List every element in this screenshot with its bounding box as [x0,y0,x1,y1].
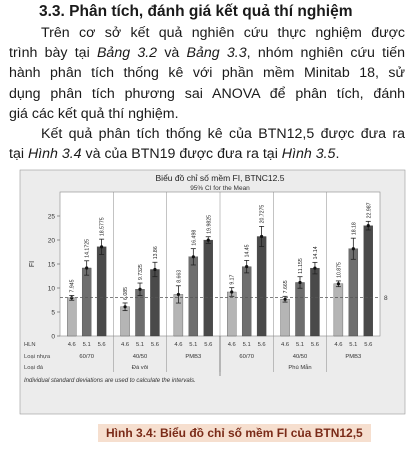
mean-marker [260,235,263,238]
data-label: 11.155 [298,258,304,274]
hln-label: 5.6 [97,342,106,348]
y-tick-label: 0 [51,333,55,341]
bar [189,257,198,336]
bar [349,249,358,336]
hln-label: 4.6 [67,342,76,348]
mean-marker [100,245,103,248]
data-label: 8.663 [176,269,183,283]
mean-marker [337,282,340,285]
mean-marker [298,281,301,284]
mean-marker [123,305,126,308]
bar [204,240,213,336]
stone-label: Phú Mẫn [288,365,312,371]
bar [281,299,290,336]
mean-marker [230,290,233,293]
mean-marker [245,265,248,268]
para2-line2: tại Hình 3.4 và của BTN19 được đưa ra tại Hình 3.5. [9,146,340,163]
y-axis-label: FI [29,260,36,268]
y-tick-label: 25 [47,213,55,221]
data-label: 19.9825 [206,214,213,234]
ref-figure-3-4: Hình 3.4 [27,146,82,163]
hln-label: 4.6 [174,342,183,348]
hln-label: 5.6 [257,342,266,348]
y-tick-label: 20 [47,237,55,245]
paragraph-2 [9,124,405,164]
hln-label: 5.6 [310,342,319,348]
row-label: Loại nhựa [24,354,51,360]
group-label: 60/70 [239,354,254,360]
stone-label: Đá vôi [131,365,149,371]
mean-marker [138,288,141,291]
hln-label: 5.1 [242,342,251,348]
group-label: PMB3 [185,354,202,360]
para1-line3: hành phân tích thống kê với phần mềm Minitab 18, sử [9,65,405,82]
bar [82,268,91,336]
y-tick-label: 15 [47,261,55,269]
group-label: 40/50 [292,354,308,360]
ref-table-3-2: Bảng 3.2 [96,45,158,62]
data-label: 16.498 [191,229,198,246]
mean-marker [283,298,286,301]
hln-label: 4.6 [121,342,130,348]
data-label: 14.14 [312,246,319,260]
data-label: 18.5775 [99,217,106,237]
chart-subtitle: 95% CI for the Mean [190,185,250,192]
data-label: 18.18 [351,222,358,236]
bar [364,226,373,336]
group-label: 60/70 [79,354,94,360]
row-label: HLN [24,342,36,348]
hln-label: 5.1 [295,342,305,348]
bar [227,292,236,336]
data-label: 13.86 [152,246,159,260]
bar [135,289,144,336]
data-label: 6.085 [123,286,130,300]
hln-label: 5.6 [364,342,373,348]
hln-label: 5.1 [82,342,91,348]
data-label: 22.987 [366,202,373,219]
hln-label: 5.6 [204,342,213,348]
bar [97,247,106,336]
mean-marker [177,293,180,296]
figure-caption: Hình 3.4: Biểu đồ chỉ số mềm FI của BTN12,5 [98,424,371,442]
hln-label: 5.1 [135,342,145,348]
bar [257,237,266,336]
y-tick-label: 10 [47,285,55,293]
mean-marker [367,224,370,227]
data-label: 14.1725 [84,239,91,258]
y-tick-label: 5 [51,309,55,317]
reference-label: 8 [384,295,388,303]
bar [121,307,130,336]
row-label: Loại đá [24,365,44,371]
bar [242,267,251,336]
para1-line1: Trên cơ sở kết quả nghiên cứu thực nghiệm được [41,25,405,41]
hln-label: 5.1 [349,342,358,348]
hln-label: 5.6 [150,342,159,348]
data-label: 9.17 [229,274,236,285]
section-heading: 3.3. Phân tích, đánh giá kết quả thí nghiệm [39,3,353,20]
hln-label: 4.6 [281,342,290,348]
ref-table-3-3: Bảng 3.3 [186,45,247,62]
group-label: 40/50 [132,354,148,360]
fi-chart [0,168,413,420]
mean-marker [153,268,156,271]
data-label: 9.7325 [138,264,144,281]
hln-label: 5.1 [189,342,198,348]
para1-line4: dụng phân tích phương sai ANOVA để phân tích, đánh [9,85,405,102]
data-label: 7.665 [283,280,290,294]
para2-line1: Kết quả phân tích thống kê của BTN12,5 được đưa ra [41,126,405,142]
chart-title: Biểu đồ chỉ số mềm FI, BTNC12.5 [155,173,285,183]
bar [295,282,304,336]
data-label: 10.875 [336,262,343,278]
hln-label: 4.6 [334,342,343,348]
mean-marker [207,238,210,241]
bar [67,298,76,336]
mean-marker [85,266,88,269]
data-label: 7.945 [69,279,76,293]
data-label: 14.45 [244,244,251,258]
footnote: Individual standard deviations are used to calculate the intervals. [24,378,196,384]
para1-line2: trình bày tại Bảng 3.2 và Bảng 3.3, nhóm nghiên cứu tiến [9,45,405,62]
hln-label: 4.6 [227,342,236,348]
ref-figure-3-5: Hình 3.5 [281,146,336,163]
mean-marker [352,247,355,250]
bar [310,268,319,336]
para1-line5: giá các kết quả thí nghiệm. [9,105,179,122]
bar [334,284,343,336]
group-label: PMB3 [345,354,362,360]
data-label: 20.7275 [259,204,266,224]
bar [150,269,159,336]
paragraph-1 [9,23,405,124]
mean-marker [313,267,316,270]
mean-marker [192,255,195,258]
